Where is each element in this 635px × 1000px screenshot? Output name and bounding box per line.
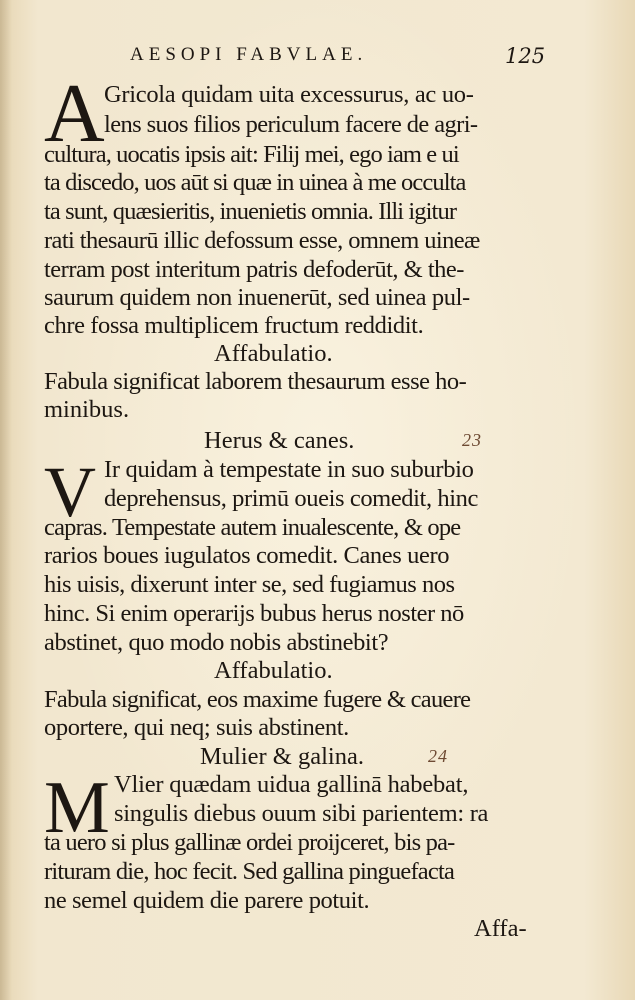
marginal-number: 24 bbox=[428, 746, 448, 766]
text-line: chre fossa multiplicem fructum reddidit. bbox=[44, 312, 424, 339]
catchword: Affa- bbox=[474, 915, 527, 942]
gutter-shadow bbox=[0, 0, 12, 1000]
affabulatio-heading: Affabulatio. bbox=[214, 657, 333, 684]
text-line: deprehensus, primū oueis comedit, hinc bbox=[104, 485, 478, 512]
text-line: his uisis, dixerunt inter se, sed fugiamus nos bbox=[44, 571, 455, 598]
text-line: singulis diebus ouum sibi parientem: ra bbox=[114, 800, 489, 827]
text-line: capras. Tempestate autem inualescente, & ope bbox=[44, 514, 461, 541]
text-line: terram post interitum patris defoderūt, & the- bbox=[44, 256, 464, 283]
marginal-number: 23 bbox=[462, 430, 482, 450]
fable-title: Mulier & galina. bbox=[200, 743, 364, 770]
moral-line: oportere, qui neq; suis abstinent. bbox=[44, 714, 349, 741]
moral-line: Fabula significat, eos maxime fugere & cauere bbox=[44, 686, 471, 713]
text-line: abstinet, quo modo nobis abstinebit? bbox=[44, 629, 389, 656]
fable-title: Herus & canes. bbox=[204, 427, 355, 454]
text-line: rarios boues iugulatos comedit. Canes uero bbox=[44, 542, 450, 569]
text-line: ta discedo, uos aūt si quæ in uinea à me occulta bbox=[44, 169, 466, 196]
page-number: 125 bbox=[505, 44, 546, 68]
running-header: AESOPI FABVLAE. bbox=[130, 44, 368, 65]
drop-cap-v: V bbox=[44, 452, 96, 532]
text-line: ta sunt, quæsieritis, inuenietis omnia. Illi igitur bbox=[44, 198, 457, 225]
text-line: Ir quidam à tempestate in suo suburbio bbox=[104, 456, 474, 483]
text-line: hinc. Si enim operarijs bubus herus noster nō bbox=[44, 600, 464, 627]
text-line: ne semel quidem die parere potuit. bbox=[44, 887, 370, 914]
text-line: lens suos filios periculum facere de agri- bbox=[104, 111, 478, 138]
text-line: cultura, uocatis ipsis ait: Filij mei, ego iam e ui bbox=[44, 141, 459, 168]
drop-cap-m: M bbox=[44, 767, 110, 849]
text-line: rati thesaurū illic defossum esse, omnem uineæ bbox=[44, 227, 480, 254]
affabulatio-heading: Affabulatio. bbox=[214, 340, 333, 367]
moral-line: Fabula significat laborem thesaurum esse ho- bbox=[44, 368, 467, 395]
drop-cap-a: A bbox=[44, 67, 105, 160]
text-line: Gricola quidam uita excessurus, ac uo- bbox=[104, 81, 474, 108]
text-line: rituram die, hoc fecit. Sed gallina pinguefacta bbox=[44, 858, 455, 885]
text-line: saurum quidem non inuenerūt, sed uinea pul- bbox=[44, 284, 470, 311]
text-line: ta uero si plus gallinæ ordei proijceret, bis pa- bbox=[44, 829, 455, 856]
text-line: Vlier quædam uidua gallinā habebat, bbox=[114, 771, 469, 798]
moral-line: minibus. bbox=[44, 396, 130, 423]
